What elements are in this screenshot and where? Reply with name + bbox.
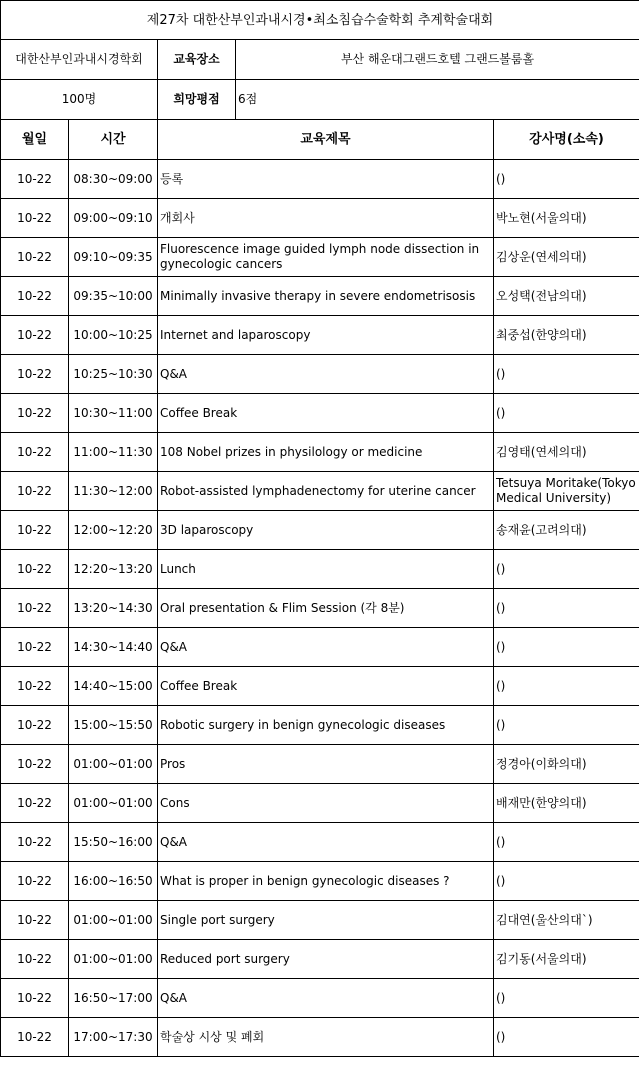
credits-label: 희망평점 [158,80,236,120]
row-time: 15:50~16:00 [69,823,158,862]
table-row [1,316,639,355]
row-topic: Oral presentation & Flim Session (각 8분) [158,589,494,628]
row-speaker: () [494,589,639,628]
row-topic: Robotic surgery in benign gynecologic diseases [158,706,494,745]
row-topic: 108 Nobel prizes in physilology or medicine [158,433,494,472]
row-topic: 개회사 [158,199,494,238]
row-speaker: 박노현(서울의대) [494,199,639,238]
row-time: 01:00~01:00 [69,784,158,823]
row-time: 14:40~15:00 [69,667,158,706]
row-topic: Q&A [158,823,494,862]
table-row [1,277,639,316]
table-row [1,1018,639,1057]
table-row [1,823,639,862]
row-date: 10-22 [1,823,69,862]
row-time: 01:00~01:00 [69,745,158,784]
row-date: 10-22 [1,277,69,316]
row-time: 12:20~13:20 [69,550,158,589]
row-time: 11:00~11:30 [69,433,158,472]
row-date: 10-22 [1,745,69,784]
row-speaker: () [494,550,639,589]
row-topic: 등록 [158,160,494,199]
row-date: 10-22 [1,940,69,979]
table-row [1,628,639,667]
row-date: 10-22 [1,784,69,823]
row-topic: Q&A [158,628,494,667]
row-topic: Pros [158,745,494,784]
row-topic: Reduced port surgery [158,940,494,979]
row-date: 10-22 [1,199,69,238]
row-speaker: () [494,394,639,433]
venue-value: 부산 해운대그랜드호텔 그랜드볼룸홀 [236,40,639,80]
row-topic: Q&A [158,355,494,394]
table-row [1,940,639,979]
row-speaker: 최중섭(한양의대) [494,316,639,355]
row-time: 09:10~09:35 [69,238,158,277]
row-speaker: () [494,667,639,706]
row-topic: Internet and laparoscopy [158,316,494,355]
row-time: 17:00~17:30 [69,1018,158,1057]
header-time: 시간 [69,120,158,160]
row-speaker: 김기동(서울의대) [494,940,639,979]
row-time: 15:00~15:50 [69,706,158,745]
row-time: 10:00~10:25 [69,316,158,355]
row-topic: Coffee Break [158,667,494,706]
row-speaker: 정경아(이화의대) [494,745,639,784]
header-speaker: 강사명(소속) [494,120,639,160]
row-time: 09:00~09:10 [69,199,158,238]
row-date: 10-22 [1,394,69,433]
table-row [1,550,639,589]
table-row [1,355,639,394]
header-topic: 교육제목 [158,120,494,160]
title-row [1,1,639,40]
row-date: 10-22 [1,160,69,199]
row-date: 10-22 [1,706,69,745]
row-date: 10-22 [1,511,69,550]
table-row [1,667,639,706]
row-topic: 학술상 시상 및 폐회 [158,1018,494,1057]
row-speaker: () [494,823,639,862]
row-time: 16:00~16:50 [69,862,158,901]
row-speaker: () [494,160,639,199]
row-topic: 3D laparoscopy [158,511,494,550]
row-topic: What is proper in benign gynecologic diseases ? [158,862,494,901]
header-row [1,120,639,160]
table-row [1,433,639,472]
table-row [1,238,639,277]
table-row [1,394,639,433]
table-row [1,199,639,238]
row-date: 10-22 [1,433,69,472]
capacity-value: 100명 [1,80,158,120]
row-topic: Minimally invasive therapy in severe endometrisosis [158,277,494,316]
row-time: 09:35~10:00 [69,277,158,316]
row-date: 10-22 [1,316,69,355]
row-time: 12:00~12:20 [69,511,158,550]
row-date: 10-22 [1,667,69,706]
row-time: 01:00~01:00 [69,940,158,979]
row-date: 10-22 [1,355,69,394]
table-row [1,589,639,628]
row-speaker: 김영태(연세의대) [494,433,639,472]
table-row [1,706,639,745]
row-topic: Robot-assisted lymphadenectomy for uterine cancer [158,472,494,511]
row-time: 01:00~01:00 [69,901,158,940]
row-speaker: 배재만(한양의대) [494,784,639,823]
row-date: 10-22 [1,901,69,940]
row-speaker: Tetsuya Moritake(Tokyo Medical University) [494,472,639,511]
row-time: 16:50~17:00 [69,979,158,1018]
credits-value: 6점 [236,80,639,120]
capacity-row [1,80,639,120]
organizer-cell: 대한산부인과내시경학회 [1,40,158,80]
table-row [1,160,639,199]
row-time: 10:30~11:00 [69,394,158,433]
row-speaker: 김상운(연세의대) [494,238,639,277]
row-time: 14:30~14:40 [69,628,158,667]
row-time: 13:20~14:30 [69,589,158,628]
header-date: 월일 [1,120,69,160]
venue-row [1,40,639,80]
row-speaker: 오성택(전남의대) [494,277,639,316]
row-topic: Lunch [158,550,494,589]
table-row [1,901,639,940]
row-date: 10-22 [1,979,69,1018]
table-row [1,862,639,901]
row-speaker: 송재윤(고려의대) [494,511,639,550]
row-date: 10-22 [1,589,69,628]
row-time: 10:25~10:30 [69,355,158,394]
row-date: 10-22 [1,862,69,901]
row-topic: Q&A [158,979,494,1018]
row-speaker: () [494,355,639,394]
table-row [1,745,639,784]
row-speaker: 김대연(울산의대`) [494,901,639,940]
venue-label: 교육장소 [158,40,236,80]
row-date: 10-22 [1,550,69,589]
table-row [1,979,639,1018]
row-speaker: () [494,1018,639,1057]
row-time: 11:30~12:00 [69,472,158,511]
row-speaker: () [494,979,639,1018]
row-topic: Cons [158,784,494,823]
event-title: 제27차 대한산부인과내시경•최소침습수술학회 추계학술대회 [1,1,639,40]
row-topic: Single port surgery [158,901,494,940]
row-topic: Coffee Break [158,394,494,433]
row-time: 08:30~09:00 [69,160,158,199]
row-speaker: () [494,862,639,901]
row-date: 10-22 [1,628,69,667]
row-speaker: () [494,628,639,667]
row-date: 10-22 [1,472,69,511]
row-date: 10-22 [1,238,69,277]
row-date: 10-22 [1,1018,69,1057]
table-row [1,511,639,550]
table-row [1,784,639,823]
row-topic: Fluorescence image guided lymph node dissection in gynecologic cancers [158,238,494,277]
row-speaker: () [494,706,639,745]
table-row [1,472,639,511]
